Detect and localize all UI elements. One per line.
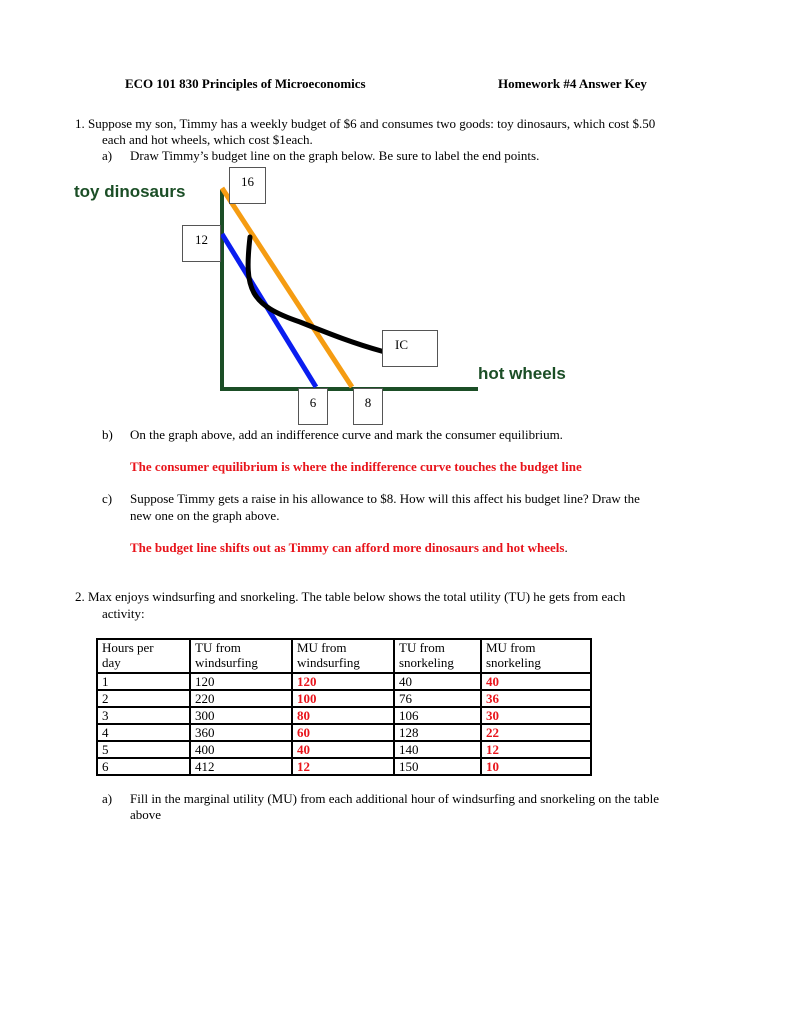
q2-text-line1: 2. Max enjoys windsurfing and snorkeling. The table below shows the total utility (TU) he gets from each <box>75 589 626 604</box>
y-axis-label: toy dinosaurs <box>74 182 186 201</box>
q1-text-line1: 1. Suppose my son, Timmy has a weekly budget of $6 and consumes two goods: toy dinosaurs, which cost $.50 <box>75 116 656 131</box>
endpoint-label-6 <box>298 388 328 425</box>
cell-mu-windsurfing: 12 <box>292 758 394 775</box>
cell-hours: 6 <box>97 758 190 775</box>
cell-tu-snorkeling: 76 <box>394 690 481 707</box>
cell-mu-snorkeling: 10 <box>481 758 591 775</box>
table-row <box>97 724 591 741</box>
endpoint-label-8-text: 8 <box>364 395 372 410</box>
cell-tu-windsurfing: 300 <box>190 707 292 724</box>
header-line: snorkeling <box>399 655 454 670</box>
endpoint-label-12 <box>182 225 221 262</box>
header-line: windsurfing <box>195 655 258 670</box>
x-axis-label: hot wheels <box>478 364 566 383</box>
q1a-marker: a) <box>102 148 113 163</box>
ic-label-text: IC <box>395 337 408 352</box>
header-tu-windsurfing <box>190 639 292 673</box>
cell-hours: 1 <box>97 673 190 690</box>
cell-mu-snorkeling: 30 <box>481 707 591 724</box>
header-line: windsurfing <box>297 655 360 670</box>
table-row <box>97 758 591 775</box>
budget-line-graph <box>0 0 791 440</box>
q1c-answer-line <box>130 540 568 556</box>
table-row <box>97 741 591 758</box>
cell-tu-windsurfing: 220 <box>190 690 292 707</box>
cell-mu-snorkeling: 12 <box>481 741 591 758</box>
endpoint-label-8 <box>353 388 383 425</box>
cell-tu-windsurfing: 360 <box>190 724 292 741</box>
cell-tu-snorkeling: 128 <box>394 724 481 741</box>
cell-tu-snorkeling: 140 <box>394 741 481 758</box>
header-line: TU from <box>399 640 445 655</box>
course-title: ECO 101 830 Principles of Microeconomics <box>125 76 366 91</box>
endpoint-label-16-text: 16 <box>241 174 254 189</box>
cell-hours: 5 <box>97 741 190 758</box>
assignment-title: Homework #4 Answer Key <box>498 76 647 91</box>
cell-tu-snorkeling: 40 <box>394 673 481 690</box>
header-line: snorkeling <box>486 655 541 670</box>
header-line: Hours per <box>102 640 154 655</box>
q2a-text-line2: above <box>130 807 162 822</box>
endpoint-label-12-text: 12 <box>195 232 208 247</box>
table-header-row <box>97 639 591 673</box>
cell-mu-snorkeling: 36 <box>481 690 591 707</box>
q2-text-line2: activity: <box>102 606 145 621</box>
header-mu-snorkeling <box>481 639 591 673</box>
q1b-marker: b) <box>102 427 113 442</box>
table-row <box>97 690 591 707</box>
cell-mu-windsurfing: 100 <box>292 690 394 707</box>
cell-tu-windsurfing: 400 <box>190 741 292 758</box>
q2a-marker: a) <box>102 791 113 806</box>
cell-mu-windsurfing: 60 <box>292 724 394 741</box>
cell-tu-snorkeling: 106 <box>394 707 481 724</box>
header-tu-snorkeling <box>394 639 481 673</box>
table-row <box>97 673 591 690</box>
header-line: day <box>102 655 121 670</box>
cell-hours: 2 <box>97 690 190 707</box>
cell-mu-windsurfing: 40 <box>292 741 394 758</box>
q1-text-line2: each and hot wheels, which cost $1each. <box>102 132 313 147</box>
header-hours <box>97 639 190 673</box>
header-mu-windsurfing <box>292 639 394 673</box>
cell-mu-windsurfing: 120 <box>292 673 394 690</box>
q1a-text: Draw Timmy’s budget line on the graph below. Be sure to label the end points. <box>130 148 540 163</box>
header-line: TU from <box>195 640 241 655</box>
table-row <box>97 707 591 724</box>
q1c-marker: c) <box>102 491 113 506</box>
header-line: MU from <box>486 640 536 655</box>
indifference-curve-label <box>382 330 438 367</box>
cell-hours: 4 <box>97 724 190 741</box>
q1b-text: On the graph above, add an indifference curve and mark the consumer equilibrium. <box>130 427 563 442</box>
cell-mu-windsurfing: 80 <box>292 707 394 724</box>
cell-tu-windsurfing: 120 <box>190 673 292 690</box>
header-line: MU from <box>297 640 347 655</box>
cell-tu-snorkeling: 150 <box>394 758 481 775</box>
endpoint-label-6-text: 6 <box>309 395 317 410</box>
cell-hours: 3 <box>97 707 190 724</box>
q1c-answer: The budget line shifts out as Timmy can afford more dinosaurs and hot wheels <box>130 540 565 555</box>
budget-line-new <box>222 188 352 387</box>
q1c-text-line2: new one on the graph above. <box>130 508 280 523</box>
utility-table <box>96 638 592 776</box>
q1c-text-line1: Suppose Timmy gets a raise in his allowance to $8. How will this affect his budget line? Draw the <box>130 491 640 506</box>
q1b-answer: The consumer equilibrium is where the indifference curve touches the budget line <box>130 459 582 474</box>
cell-mu-snorkeling: 22 <box>481 724 591 741</box>
cell-tu-windsurfing: 412 <box>190 758 292 775</box>
endpoint-label-16 <box>229 167 266 204</box>
cell-mu-snorkeling: 40 <box>481 673 591 690</box>
q2a-text-line1: Fill in the marginal utility (MU) from each additional hour of windsurfing and snorkeling on the table <box>130 791 660 806</box>
q1c-answer-period: . <box>564 540 568 555</box>
